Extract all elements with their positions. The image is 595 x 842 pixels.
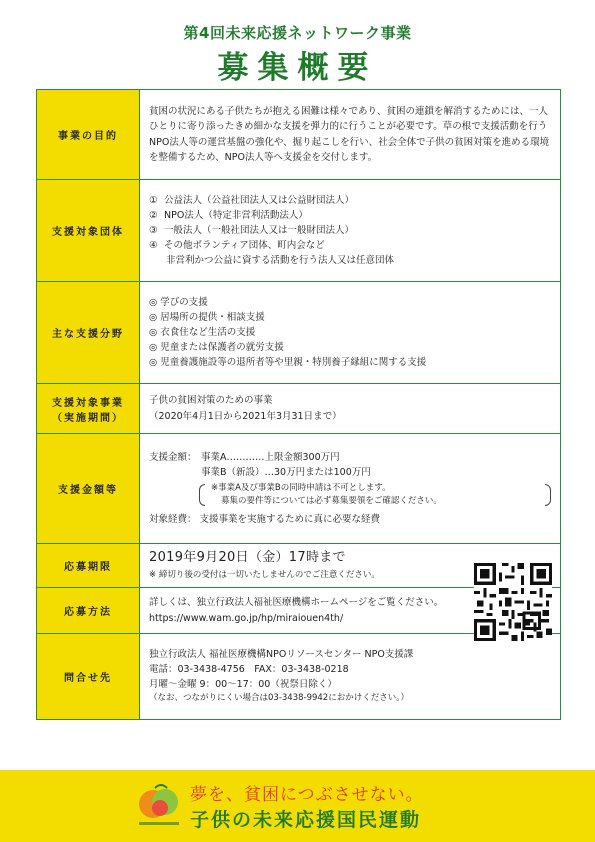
campaign-logo-icon — [133, 778, 185, 830]
amount-note: ※事業A及び事業Bの同時申請は不可とします。 募集の要件等については必ず募集要領をご確認ください。 — [199, 482, 551, 508]
targets-content — [140, 180, 561, 282]
list-item: ◎ 児童養護施設等の退所者等や里親・特別養子縁組に関する支援 — [149, 357, 427, 369]
method-label: 応募方法 — [37, 588, 140, 634]
list-item: ◎ 衣食住など生活の支援 — [149, 326, 256, 338]
amount-row — [37, 434, 561, 544]
apply-url-link[interactable]: https://www.wam.go.jp/hp/miraiouen4th/ — [149, 612, 344, 624]
list-item: ② NPO法人（特定非営利活動法人） — [149, 209, 308, 221]
targets-row — [37, 180, 561, 282]
page-title: 募集概要 — [217, 50, 378, 86]
list-item: ◎ 学びの支援 — [149, 296, 208, 308]
purpose-label: 事業の目的 — [37, 90, 140, 180]
project-content: 子供の貧困対策のための事業 （2020年4月1日から2021年3月31日まで） — [140, 384, 561, 434]
project-label: 支援対象事業 （実施期間） — [37, 384, 140, 434]
list-item-sub: 非営利かつ公益に資する活動を行う法人又は任意団体 — [166, 255, 395, 267]
deadline-note: ※ 締切り後の受付は一切いたしませんのでご注意ください。 — [149, 570, 380, 581]
deadline-date: 2019年9月20日（金）17時まで — [149, 550, 346, 566]
contact-row — [37, 634, 561, 720]
footer-movement: 子供の未来応援国民運動 — [190, 809, 422, 831]
contact-label: 問合せ先 — [37, 634, 140, 720]
fields-label: 主な支援分野 — [37, 282, 140, 384]
footer-slogan: 夢を、貧困につぶさせない。 — [190, 785, 424, 805]
qr-code-icon[interactable] — [474, 563, 552, 641]
list-item: ③ 一般法人（一般社団法人又は一般財団法人） — [149, 224, 355, 236]
list-item: ④ その他ボランティア団体、町内会など — [149, 240, 325, 252]
contact-content: 独立行政法人 福祉医療機構NPOリソースセンター NPO支援課 電話：03-3438-4756 FAX：03-3438-0218 月曜～金曜 9：00～17：00（祝祭日除く） （なお、つながりにくい場合は03-3438-9942におかけください。） — [140, 634, 561, 720]
deadline-label: 応募期限 — [37, 544, 140, 588]
method-content: 詳しくは、独立行政法人福祉医療機構ホームページをご覧ください。 https://www.wam.go.jp/hp/miraiouen4th/ — [140, 588, 561, 634]
fields-row — [37, 282, 561, 384]
list-item: ◎ 居場所の提供・相談支援 — [149, 311, 265, 323]
header-subtitle: 第4回未来応援ネットワーク事業 — [183, 24, 412, 42]
fields-content — [140, 282, 561, 384]
amount-content: 支援金額： 事業A…………上限金額300万円 事業B（新設）…30万円または100万円 ※事業A及び事業Bの同時申請は不可とします。 募集の要件等については必ず募集要領をご確認ください。 対象経費： 支援事業を実施するために真に必要な経費 — [140, 434, 561, 544]
list-item: ① 公益法人（公益社団法人又は公益財団法人） — [149, 194, 355, 206]
purpose-text: 貧困の状況にある子供たちが抱える困難は様々であり、貧困の連鎖を解消するためには、一人ひとりに寄り添ったきめ細かな支援を弾力的に行うことが必要です。草の根で支援活動を行うNPO法人等の運営基盤の強化や、掘り起こしを行い、社会全体で子供の貧困対策を進める環境を整備するため、NPO法人等へ支援金を交付します。 — [140, 90, 561, 180]
list-item: ◎ 児童または保護者の就労支援 — [149, 342, 284, 354]
targets-label: 支援対象団体 — [37, 180, 140, 282]
project-row — [37, 384, 561, 434]
purpose-row — [37, 90, 561, 180]
amount-label: 支援金額等 — [37, 434, 140, 544]
